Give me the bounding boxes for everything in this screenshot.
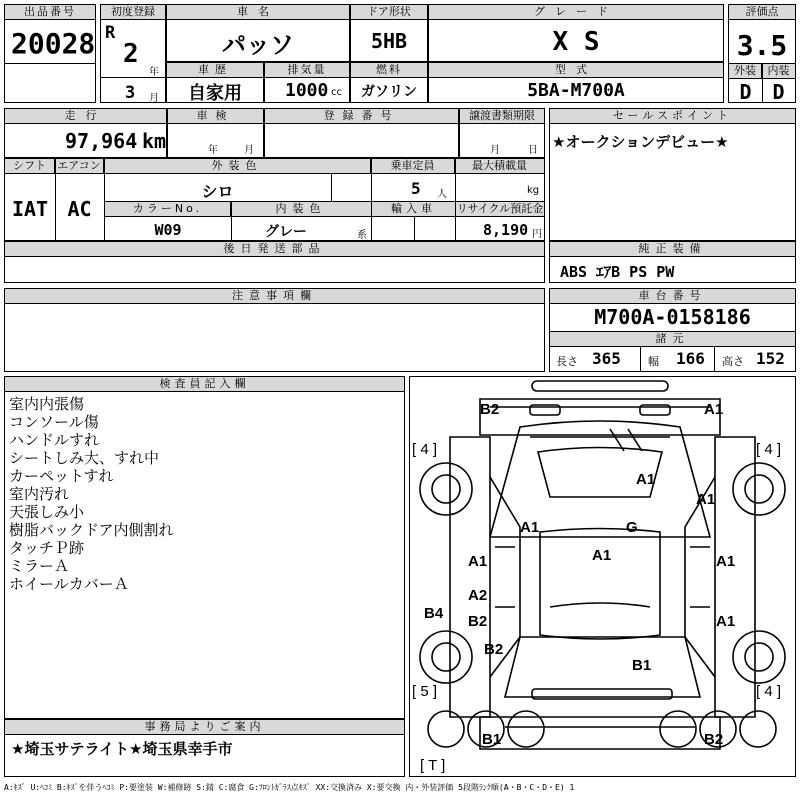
car-diagram (409, 376, 796, 777)
insp-year-unit: 年 (208, 145, 218, 156)
row3-block (4, 158, 545, 241)
inspector-label: 検査員記入欄 (5, 377, 404, 392)
sales-cell (549, 108, 796, 241)
score-label: 評価点 (729, 5, 795, 20)
model-cell (428, 62, 724, 103)
damage-mark: A1 (592, 547, 612, 564)
inspector-note: 室内内張傷 (9, 395, 85, 413)
damage-mark: B1 (632, 657, 652, 674)
mileage-unit: km (142, 129, 167, 153)
legend: A:ｷｽﾞ U:ﾍｺﾐ B:ｷｽﾞを伴うﾍｺﾐ P:要塗装 W:補修跡 S:錆 C:腐食 G:ﾌﾛﾝﾄｶﾞﾗｽ点ｷｽﾞ XX:交換済み X:要交換 内・外装評価 5段階ﾗﾝｸ順(A・B・C・D・E) 1 (4, 783, 575, 792)
notice-cell (4, 288, 545, 372)
tire-depth: [ 4 ] (756, 441, 782, 458)
displacement: 1000 (285, 80, 329, 101)
office-cell (4, 719, 405, 777)
history-cell (166, 62, 264, 103)
inspection-label: 車検 (168, 109, 263, 124)
damage-mark: A1 (704, 401, 724, 418)
inspector-cell (4, 376, 405, 719)
shift-value: IAT (11, 197, 49, 221)
car-outline (410, 377, 795, 776)
inspector-note: 天張しみ小 (9, 503, 85, 521)
door-cell (350, 4, 428, 62)
int-grade: D (772, 80, 785, 104)
damage-mark: A1 (468, 553, 488, 570)
reg-era: R (105, 23, 116, 43)
inspector-notes (9, 395, 174, 593)
damage-mark: B2 (484, 641, 504, 658)
reg-label: 初度登録 (101, 5, 165, 20)
transfer-label: 譲渡書類期限 (460, 109, 544, 124)
tire-depth: [ 5 ] (412, 683, 438, 700)
capacity-unit: 人 (437, 189, 447, 200)
inspector-note: ホイールカバーＡ (9, 575, 129, 593)
recycle-value: 8,190 (483, 221, 529, 239)
month-unit: 月 (149, 93, 159, 104)
width-value: 166 (676, 349, 705, 368)
ac-value: AC (67, 197, 92, 221)
fuel-label: 燃料 (351, 63, 427, 78)
interior-value: グレー (265, 224, 307, 240)
score-cell (728, 4, 796, 103)
name-cell (166, 4, 350, 62)
damage-mark: B1 (482, 731, 502, 748)
car-name: パッソ (222, 31, 294, 59)
year-unit: 年 (149, 67, 159, 78)
notice-label: 注意事項欄 (5, 289, 544, 304)
height-label: 高さ (722, 355, 744, 368)
transfer-day-unit: 日 (528, 145, 538, 156)
grade-label: グレード (429, 5, 723, 20)
parts-cell (4, 241, 545, 283)
damage-mark: A1 (696, 491, 716, 508)
equip-cell (549, 241, 796, 283)
equip-label: 純正装備 (550, 242, 795, 257)
damage-mark: B2 (704, 731, 724, 748)
inspection-cell (167, 108, 264, 158)
model-label: 型式 (429, 63, 723, 78)
mileage-value: 97,964 (65, 129, 138, 153)
inspector-note: ハンドルすれ (9, 431, 100, 449)
insp-month-unit: 月 (244, 145, 254, 156)
sales-label: セールスポイント (550, 109, 795, 124)
history-value: 自家用 (188, 83, 242, 104)
color-value: シロ (201, 182, 234, 201)
history-label: 車歴 (167, 63, 263, 78)
load-unit: kg (527, 185, 540, 196)
name-label: 車名 (167, 5, 349, 20)
fuel-cell (350, 62, 428, 103)
height-value: 152 (756, 349, 785, 368)
grade-cell (428, 4, 724, 62)
fuel-value: ガソリン (361, 84, 417, 100)
sales-point: ★オークションデビュー★ (552, 133, 729, 151)
width-label: 幅 (648, 355, 659, 368)
inspector-note: シートしみ大、すれ中 (9, 449, 160, 467)
damage-mark: A1 (716, 553, 736, 570)
disp-cell (264, 62, 350, 103)
reg-year: 2 (123, 39, 139, 69)
grade-value: X S (552, 27, 600, 57)
disp-label: 排気量 (265, 63, 349, 78)
damage-mark: G (626, 519, 638, 536)
transfer-month-unit: 月 (490, 145, 500, 156)
length-label: 長さ (556, 355, 578, 368)
mileage-cell (4, 108, 167, 158)
damage-mark: A2 (468, 587, 488, 604)
lot-label: 出品番号 (5, 5, 95, 20)
load-label: 最大積載量 (455, 159, 544, 174)
ac-label: エアコン (55, 159, 104, 174)
recycle-unit: 円 (532, 229, 542, 240)
import-label: 輸入車 (372, 202, 455, 217)
office-text: ★埼玉サテライト★埼玉県幸手市 (11, 740, 233, 758)
regno-cell (264, 108, 459, 158)
lot-number: 20028 (11, 27, 96, 60)
lot-cell (4, 4, 96, 103)
reg-month: 3 (125, 83, 136, 103)
inspector-note: 樹脂バックドア内側割れ (9, 521, 174, 539)
color-no-label: カラーNo. (105, 202, 231, 217)
damage-mark: A1 (716, 613, 736, 630)
model-value: 5BA-M700A (527, 80, 625, 101)
transfer-cell (459, 108, 545, 158)
chassis-label: 車台番号 (550, 289, 795, 304)
color-label: 外装色 (104, 159, 371, 174)
tire-depth: [ 4 ] (756, 683, 782, 700)
damage-mark: A1 (636, 471, 656, 488)
color-no-value: W09 (154, 221, 182, 239)
recycle-label: リサイクル預託金 (456, 202, 544, 215)
inspector-note: コンソール傷 (9, 413, 99, 431)
ext-grade: D (739, 80, 752, 104)
inspector-note: 室内汚れ (9, 485, 70, 503)
interior-unit: 系 (357, 230, 367, 241)
parts-label: 後日発送部品 (5, 242, 544, 257)
damage-mark: A1 (520, 519, 540, 536)
door-type: 5HB (370, 29, 408, 53)
ext-label: 外装 (729, 64, 762, 79)
interior-label: 内装色 (231, 202, 371, 217)
chassis-cell (549, 288, 796, 372)
tire-depth: [ 4 ] (412, 441, 438, 458)
capacity-label: 乗車定員 (371, 159, 455, 174)
length-value: 365 (592, 349, 621, 368)
equip-value: ABS ｴｱB PS PW (560, 263, 675, 281)
int-label: 内装 (762, 64, 795, 79)
inspector-note: ミラーＡ (9, 557, 70, 575)
damage-mark: B2 (468, 613, 488, 630)
damage-mark: B2 (480, 401, 500, 418)
disp-unit: cc (331, 87, 342, 98)
inspector-note: カーペットすれ (9, 467, 114, 485)
score-value: 3.5 (736, 29, 788, 62)
capacity-value: 5 (411, 179, 421, 198)
spare-tire: [ T ] (420, 757, 446, 774)
spec-label: 諸元 (550, 331, 795, 347)
regno-label: 登録番号 (265, 109, 458, 124)
mileage-label: 走行 (5, 109, 166, 124)
door-label: ドア形状 (351, 5, 427, 20)
chassis-value: M700A-0158186 (594, 305, 751, 329)
office-label: 事務局よりご案内 (5, 720, 404, 735)
damage-mark: B4 (424, 605, 444, 622)
reg-cell (100, 4, 166, 103)
shift-label: シフト (5, 159, 55, 174)
inspector-note: タッチＰ跡 (9, 539, 85, 557)
